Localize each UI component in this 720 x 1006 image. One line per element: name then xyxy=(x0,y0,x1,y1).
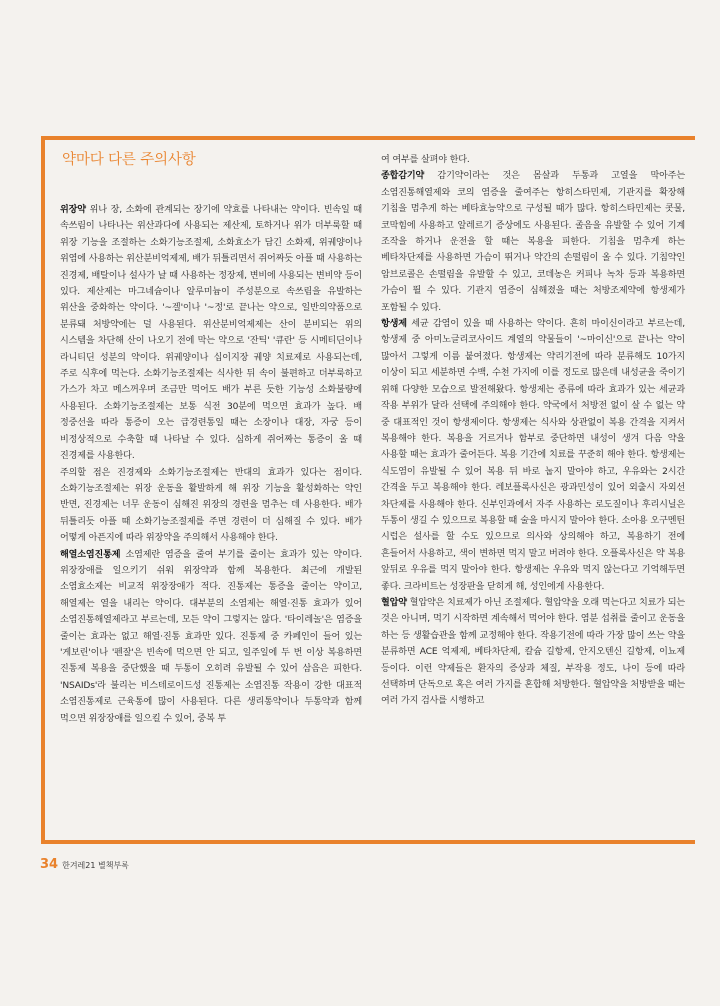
section-title: 약마다 다른 주의사항 xyxy=(62,152,196,168)
page-footer xyxy=(40,857,129,872)
page-number: 34 xyxy=(40,857,59,872)
paragraph-blood-pressure xyxy=(381,595,685,710)
term-cold-medicine: 종합감기약 xyxy=(381,171,425,182)
publication-name: 한겨레21 별책부록 xyxy=(62,861,129,870)
paragraph-antipyretic xyxy=(60,547,362,727)
paragraph-digestive-text: 위나 장, 소화에 관계되는 장기에 약효를 나타내는 약이다. 빈속일 때 속쓰림이 나타나는 위산과다에 사용되는 제산제, 토하거나 위가 더부룩할 때 위장 기능을 조절하는 소화기능조절제, 소화효소가 담긴 소화제, 위궤양이나 위염에 사용하는 위산분비억제제, 배가 뒤틀리면서 쥐어짜듯 아플 때 사용하는 진경제, 배탈이나 설사가 날 때 사용하는 정장제, 변비에 사용되는 변비약 등이 있다. 제산제는 마그네슘이나 알루미늄이 주성분으로 속쓰림을 유발하는 위산을 중화하는 약이다. '~겔'이나 '~정'로 끝나는 약으로, 일반의약품으로 분류돼 처방약에는 덜 사용된다. 위산분비억제제는 산이 분비되는 위의 시스템을 차단해 산이 나오기 전에 막는 약으로 '잔틱' '큐란' 등 시메티딘이나 라니티딘 성분의 약이다. 위궤양이나 십이지장 궤양 치료제로 사용되는데, 주로 식후에 먹는다. 소화기능조절제는 식사한 뒤 속이 불편하고 더부룩하고 가스가 차고 메스꺼우며 조금만 먹어도 배가 부른 듯한 기능성 소화불량에 사용된다. 소화기능조절제는 보통 식전 30분에 먹으면 효과가 높다. 배 정중선을 따라 통증이 오는 급경련통일 때는 소장이나 대장, 자궁 등이 비정상적으로 수축할 때 나타날 수 있다. 심하게 쥐어짜는 통증이 올 때 진경제를 사용한다. xyxy=(60,205,362,462)
paragraph-digestive-medicine xyxy=(60,202,362,465)
paragraph-antibiotic xyxy=(381,316,685,595)
paragraph-caution: 주의할 점은 진경제와 소화기능조절제는 반대의 효과가 있다는 점이다. 소화기능조절제는 위장 운동을 활발하게 해 위장 기능을 활성화하는 약인 반면, 진경제는 너무 운동이 심해진 위장의 경련을 멈추는 데 사용한다. 배가 뒤틀리듯 아플 때 소화기능조절제를 주면 경련이 더 심해질 수 있다. 배가 어떻게 아픈지에 따라 위장약을 주의해서 사용해야 한다. xyxy=(60,467,362,544)
paragraph-antibiotic-text: 세균 감염이 있을 때 사용하는 약이다. 흔히 마이신이라고 부르는데, 항생제 중 아미노글리코사이드 계열의 약물들이 '~마이신'으로 끝나는 약이 많아서 그렇게 이름 붙여졌다. 항생제는 약리기전에 따라 분류해도 10가지 이상이 되고 세분하면 수백, 수천 가지에 이를 정도로 많은데 내성균을 죽이기 위해 다양한 모습으로 발전해왔다. 항생제는 종류에 따라 효과가 있는 세균과 작용 부위가 달라 선택에 주의해야 한다. 약국에서 처방전 없이 살 수 없는 약 중 대표적인 것이 항생제이다. 항생제는 식사와 상관없이 복용 간격을 지켜서 복용해야 한다. 복용을 거르거나 함부로 중단하면 내성이 생겨 다음 약을 사용할 때는 효과가 줄어든다. 복용 기간에 치료를 꾸준히 해야 한다. 항생제는 식도염이 유발될 수 있어 복용 뒤 바로 눕지 말아야 하고, 우유와는 2시간 간격을 두고 복용해야 한다. 레보플록사신은 광과민성이 있어 외출시 자외선 차단제를 사용해야 한다. 신부인과에서 자주 사용하는 로도질이나 후리시닐은 두통이 생길 수 있으므로 복용할 때 술을 마시지 말아야 한다. 소아용 오구멘틴 시럽은 설사를 할 수도 있으므로 의사와 상의해야 하고, 복용하기 전에 흔들어서 사용하고, 색이 변하면 먹지 말고 버려야 한다. 오플록사신은 약 복용 앞뒤로 우유를 먹지 말아야 한다. 항생제는 우유와 먹지 않는다고 기억해두면 좋다. 크라비트는 성장판을 닫히게 해, 성인에게 사용한다. xyxy=(381,319,685,592)
term-antibiotic: 항생제 xyxy=(381,319,407,330)
paragraph-cold-text: 감기약이라는 것은 몸살과 두통과 고열을 막아주는 소염진통해열제와 코의 염증을 줄여주는 항히스타민제, 기관지를 확장해 기침을 멈추게 하는 베타효능약으로 구성될 때가 많다. 항히스타민제는 콧물, 코막힘에 사용하고 알레르기 증상에도 사용된다. 졸음을 유발할 수 있어 기계 조작을 하거나 운전을 할 때는 복용을 피한다. 기침을 멈추게 하는 베타차단제를 사용하면 가슴이 뛰거나 약간의 손떨림이 올 수 있다. 기침약인 암브로콜은 손떨림을 유발할 수 있고, 코데농은 커피나 녹차 등과 복용하면 가슴이 뛸 수 있다. 기관지 염증이 심해졌을 때는 처방조제약에 항생제가 포함될 수 있다. xyxy=(381,171,685,313)
term-blood-pressure: 혈압약 xyxy=(381,597,407,608)
paragraph-antipyretic-text: 소염제란 염증을 줄여 부기를 줄이는 효과가 있는 약이다. 위장장애를 일으키기 쉬워 위장약과 함께 복용한다. 최근에 개발된 소염효소제는 비교적 위장장애가 적다. 진통제는 통증을 줄이는 약이고, 해열제는 열을 내리는 약이다. 대부분의 소염제는 해열·진통 효과가 있어 소염진통해열제라고 부르는데, 모든 약이 그렇지는 않다. '타이레놀'은 염증을 줄이는 효과는 없고 해열·진통 효과만 있다. 진통제 중 카페인이 들어 있는 '게보린'이나 '펜잘'은 빈속에 먹으면 안 되고, 일주일에 두 번 이상 복용하면 진통제 복용을 중단했을 때 두통이 오히려 유발될 수 있어 삼음은 피한다. 'NSAIDs'라 불리는 비스테로이드성 진통제는 소염진통 작용이 강한 대표적 소염진통제로 근육통에 많이 사용된다. 다른 생리통약이나 두통약과 함께 먹으면 위장장애를 일으킬 수 있어, 중복 투 xyxy=(60,549,362,724)
left-column xyxy=(60,140,362,727)
right-column xyxy=(381,152,685,710)
paragraph-blood-pressure-text: 혈압약은 치료제가 아닌 조절제다. 혈압약을 오래 먹는다고 치료가 되는 것은 아니며, 먹기 시작하면 계속해서 먹어야 한다. 염분 섭취를 줄이고 운동을 하는 등 생활습관을 함께 교정해야 한다. 작용기전에 따라 가장 많이 쓰는 약을 분류하면 ACE 억제제, 베타차단제, 칼슘 길항제, 안지오텐신 길항제, 이뇨제 등이다. 이런 약제들은 환자의 증상과 체질, 부작용 정도, 나이 등에 따라 선택하며 단독으로 혹은 여러 가지를 혼합해 처방한다. 혈압약을 처방받을 때는 여러 가지 검사를 시행하고 xyxy=(381,597,685,707)
paragraph-continuation: 여 여부를 살펴야 한다. xyxy=(381,155,470,165)
paragraph-cold-medicine xyxy=(381,168,685,316)
term-digestive-medicine: 위장약 xyxy=(60,205,86,215)
term-antipyretic: 해열소염진통제 xyxy=(60,549,121,560)
